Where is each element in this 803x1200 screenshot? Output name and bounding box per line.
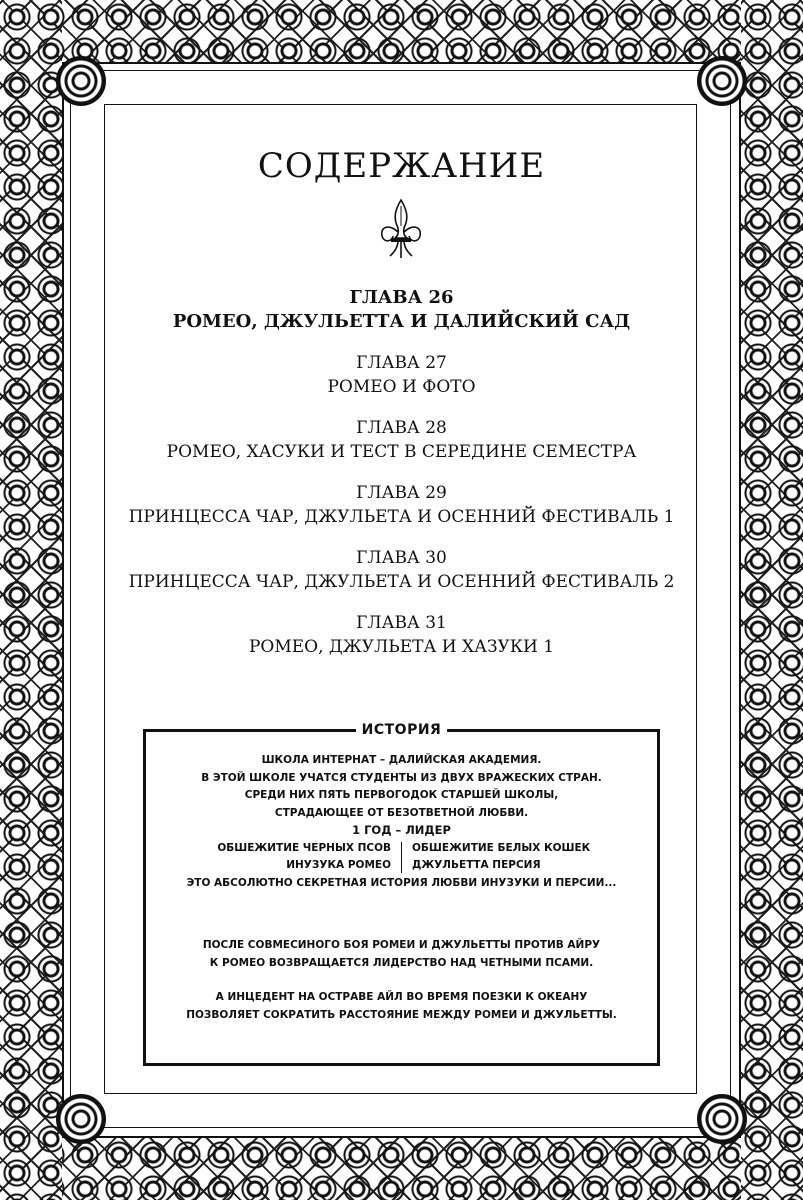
chapter-title: ПРИНЦЕССА ЧАР, ДЖУЛЬЕТА И ОСЕННИЙ ФЕСТИВАЛЬ 1 bbox=[128, 507, 675, 527]
dorm-right-name: ДЖУЛЬЕТТА ПЕРСИЯ bbox=[412, 859, 541, 871]
corner-rosette-icon bbox=[56, 1094, 106, 1144]
corner-rosette-icon bbox=[697, 1094, 747, 1144]
chapter-number: ГЛАВА 28 bbox=[356, 418, 447, 438]
secret-line: ЭТО АБСОЛЮТНО СЕКРЕТНАЯ ИСТОРИЯ ЛЮБВИ ИНУЗУКИ И ПЕРСИИ... bbox=[186, 876, 617, 889]
story-text bbox=[143, 752, 660, 1024]
chapter-title: ПРИНЦЕССА ЧАР, ДЖУЛЬЕТА И ОСЕННИЙ ФЕСТИВАЛЬ 2 bbox=[128, 572, 675, 592]
chapter-title: РОМЕО, ДЖУЛЬЕТТА И ДАЛИЙСКИЙ САД bbox=[172, 311, 631, 332]
chapter-number: ГЛАВА 27 bbox=[356, 353, 447, 373]
story-line: ПОСЛЕ СОВМЕСИНОГО БОЯ РОМЕИ И ДЖУЛЬЕТТЫ ПРОТИВ АЙРУ bbox=[202, 939, 601, 951]
chapter-number: ГЛАВА 26 bbox=[349, 287, 454, 308]
dorm-right-title: ОБШЕЖИТИЕ БЕЛЫХ КОШЕК bbox=[412, 841, 591, 854]
dorm-black-dogs bbox=[191, 840, 401, 875]
fleur-de-lis-icon bbox=[376, 196, 426, 266]
corner-rosette-icon bbox=[697, 56, 747, 106]
story-line: ПОЗВОЛЯЕТ СОКРАТИТЬ РАССТОЯНИЕ МЕЖДУ РОМЕИ И ДЖУЛЬЕТТЫ. bbox=[186, 1008, 617, 1021]
story-line: СРЕДИ НИХ ПЯТЬ ПЕРВОГОДОК СТАРШЕЙ ШКОЛЫ, bbox=[244, 789, 559, 801]
chapter-item bbox=[120, 416, 683, 464]
chapter-title: РОМЕО И ФОТО bbox=[327, 377, 476, 397]
story-label bbox=[0, 719, 803, 738]
dorm-left-name: ИНУЗУКА РОМЕО bbox=[286, 859, 391, 871]
border-top bbox=[0, 0, 803, 62]
leader-line: 1 ГОД – ЛИДЕР bbox=[352, 823, 451, 837]
story-line: А ИНЦЕДЕНТ НА ОСТРАВЕ АЙЛ ВО ВРЕМЯ ПОЕЗКИ К ОКЕАНУ bbox=[215, 991, 588, 1003]
chapter-number: ГЛАВА 31 bbox=[356, 613, 447, 633]
story-label-text: ИСТОРИЯ bbox=[356, 722, 448, 738]
chapter-item bbox=[120, 611, 683, 659]
corner-rosette-icon bbox=[56, 56, 106, 106]
dorm-comparison bbox=[143, 840, 660, 875]
dorm-left-title: ОБШЕЖИТИЕ ЧЕРНЫХ ПСОВ bbox=[217, 841, 391, 854]
chapter-number: ГЛАВА 29 bbox=[356, 483, 447, 503]
dorm-white-cats bbox=[402, 840, 612, 875]
page-title: СОДЕРЖАНИЕ bbox=[257, 146, 546, 186]
chapter-list bbox=[120, 286, 683, 676]
story-line: СТРАДАЮЩЕЕ ОТ БЕЗОТВЕТНОЙ ЛЮБВИ. bbox=[274, 806, 529, 819]
story-line: К РОМЕО ВОЗВРАЩАЕТСЯ ЛИДЕРСТВО НАД ЧЕТНЫМИ ПСАМИ. bbox=[209, 956, 594, 969]
chapter-number: ГЛАВА 30 bbox=[356, 548, 447, 568]
chapter-title: РОМЕО, ДЖУЛЬЕТА И ХАЗУКИ 1 bbox=[248, 637, 555, 657]
chapter-title: РОМЕО, ХАСУКИ И ТЕСТ В СЕРЕДИНЕ СЕМЕСТРА bbox=[166, 442, 637, 462]
story-line: ШКОЛА ИНТЕРНАТ – ДАЛИЙСКАЯ АКАДЕМИЯ. bbox=[261, 754, 542, 766]
story-line: В ЭТОЙ ШКОЛЕ УЧАТСЯ СТУДЕНТЫ ИЗ ДВУХ ВРАЖЕСКИХ СТРАН. bbox=[201, 771, 602, 784]
chapter-item bbox=[120, 481, 683, 529]
chapter-item bbox=[120, 286, 683, 334]
chapter-item bbox=[120, 351, 683, 399]
chapter-item bbox=[120, 546, 683, 594]
border-bottom bbox=[0, 1138, 803, 1200]
